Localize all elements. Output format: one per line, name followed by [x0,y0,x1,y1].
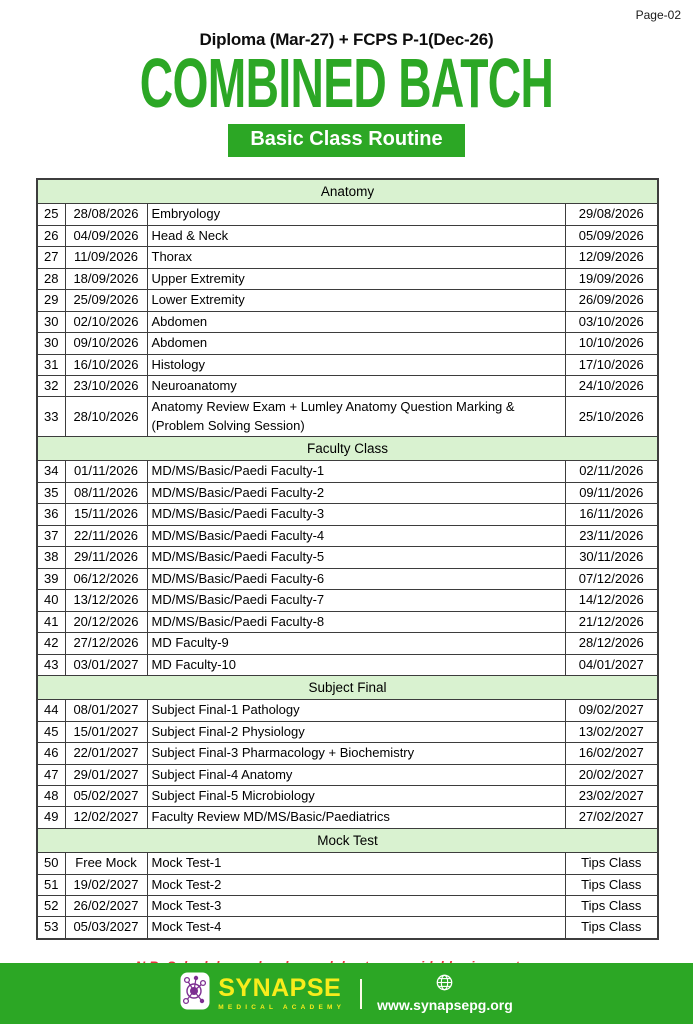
table-row [37,743,658,764]
brand-name: SYNAPSE [218,974,342,1002]
end-date-cell: Tips Class [565,853,658,874]
subject-cell: Histology [147,354,565,375]
table-row [37,375,658,396]
serial-cell: 36 [37,504,65,525]
serial-cell: 41 [37,611,65,632]
serial-cell: 51 [37,874,65,895]
start-date-cell: Free Mock [65,853,147,874]
end-date-cell: 10/10/2026 [565,333,658,354]
subject-cell: Subject Final-4 Anatomy [147,764,565,785]
subject-cell: MD/MS/Basic/Paedi Faculty-4 [147,525,565,546]
subject-cell: MD/MS/Basic/Paedi Faculty-6 [147,568,565,589]
start-date-cell: 03/01/2027 [65,654,147,675]
start-date-cell: 28/08/2026 [65,204,147,225]
table-row [37,482,658,503]
table-row [37,525,658,546]
section-title: Subject Final [37,676,658,700]
end-date-cell: 29/08/2026 [565,204,658,225]
end-date-cell: 24/10/2026 [565,375,658,396]
subject-cell: Subject Final-3 Pharmacology + Biochemistry [147,743,565,764]
synapse-logo-icon [180,972,210,1015]
start-date-cell: 02/10/2026 [65,311,147,332]
serial-cell: 42 [37,633,65,654]
footer-divider [360,979,362,1009]
brand-logo [180,972,345,1015]
end-date-cell: 25/10/2026 [565,397,658,437]
subject-cell: Upper Extremity [147,268,565,289]
end-date-cell: 16/11/2026 [565,504,658,525]
end-date-cell: 28/12/2026 [565,633,658,654]
end-date-cell: 02/11/2026 [565,461,658,482]
end-date-cell: 09/11/2026 [565,482,658,503]
start-date-cell: 22/11/2026 [65,525,147,546]
start-date-cell: 26/02/2027 [65,895,147,916]
start-date-cell: 23/10/2026 [65,375,147,396]
end-date-cell: 20/02/2027 [565,764,658,785]
end-date-cell: 14/12/2026 [565,590,658,611]
start-date-cell: 19/02/2027 [65,874,147,895]
serial-cell: 50 [37,853,65,874]
end-date-cell: 17/10/2026 [565,354,658,375]
serial-cell: 38 [37,547,65,568]
table-row [37,397,658,437]
section-header-faculty-class [37,437,658,461]
end-date-cell: Tips Class [565,917,658,939]
start-date-cell: 18/09/2026 [65,268,147,289]
table-row [37,874,658,895]
serial-cell: 52 [37,895,65,916]
table-row [37,611,658,632]
subject-cell: Mock Test-4 [147,917,565,939]
start-date-cell: 28/10/2026 [65,397,147,437]
subject-cell: MD Faculty-9 [147,633,565,654]
table-row [37,807,658,828]
section-title: Mock Test [37,828,658,852]
serial-cell: 47 [37,764,65,785]
table-row [37,785,658,806]
table-row [37,290,658,311]
serial-cell: 26 [37,225,65,246]
subject-cell: Mock Test-2 [147,874,565,895]
section-header-anatomy [37,179,658,204]
subject-cell: Mock Test-3 [147,895,565,916]
end-date-cell: 05/09/2026 [565,225,658,246]
section-title: Faculty Class [37,437,658,461]
start-date-cell: 15/01/2027 [65,721,147,742]
table-row [37,590,658,611]
end-date-cell: 03/10/2026 [565,311,658,332]
table-row [37,633,658,654]
start-date-cell: 04/09/2026 [65,225,147,246]
start-date-cell: 05/02/2027 [65,785,147,806]
end-date-cell: 27/02/2027 [565,807,658,828]
brand-text [218,976,345,1011]
start-date-cell: 22/01/2027 [65,743,147,764]
serial-cell: 40 [37,590,65,611]
start-date-cell: 25/09/2026 [65,290,147,311]
end-date-cell: 16/02/2027 [565,743,658,764]
start-date-cell: 29/11/2026 [65,547,147,568]
start-date-cell: 27/12/2026 [65,633,147,654]
table-row [37,204,658,225]
table-row [37,225,658,246]
start-date-cell: 08/01/2027 [65,700,147,721]
start-date-cell: 01/11/2026 [65,461,147,482]
subject-cell: Subject Final-1 Pathology [147,700,565,721]
routine-badge: Basic Class Routine [228,124,464,157]
start-date-cell: 16/10/2026 [65,354,147,375]
start-date-cell: 06/12/2026 [65,568,147,589]
subject-cell: MD/MS/Basic/Paedi Faculty-3 [147,504,565,525]
end-date-cell: 13/02/2027 [565,721,658,742]
table-row [37,654,658,675]
table-row [37,895,658,916]
subject-cell: Thorax [147,247,565,268]
batch-subtitle: Diploma (Mar-27) + FCPS P-1(Dec-26) [199,30,494,49]
serial-cell: 44 [37,700,65,721]
website-group [377,974,513,1013]
subject-cell: Subject Final-5 Microbiology [147,785,565,806]
subject-cell: Faculty Review MD/MS/Basic/Paediatrics [147,807,565,828]
serial-cell: 39 [37,568,65,589]
serial-cell: 37 [37,525,65,546]
routine-table-body [37,179,658,939]
serial-cell: 33 [37,397,65,437]
subject-cell: Subject Final-2 Physiology [147,721,565,742]
start-date-cell: 11/09/2026 [65,247,147,268]
page-header [0,0,693,157]
start-date-cell: 05/03/2027 [65,917,147,939]
table-row [37,547,658,568]
serial-cell: 28 [37,268,65,289]
table-row [37,568,658,589]
start-date-cell: 08/11/2026 [65,482,147,503]
subject-cell: Mock Test-1 [147,853,565,874]
serial-cell: 35 [37,482,65,503]
serial-cell: 27 [37,247,65,268]
subject-cell: Embryology [147,204,565,225]
table-row [37,917,658,939]
serial-cell: 29 [37,290,65,311]
section-title: Anatomy [37,179,658,204]
serial-cell: 30 [37,333,65,354]
end-date-cell: 19/09/2026 [565,268,658,289]
subject-cell: MD/MS/Basic/Paedi Faculty-7 [147,590,565,611]
start-date-cell: 20/12/2026 [65,611,147,632]
end-date-cell: 23/11/2026 [565,525,658,546]
table-row [37,764,658,785]
end-date-cell: Tips Class [565,895,658,916]
table-row [37,333,658,354]
section-header-subject-final [37,676,658,700]
end-date-cell: 23/02/2027 [565,785,658,806]
end-date-cell: 09/02/2027 [565,700,658,721]
subject-cell: Lower Extremity [147,290,565,311]
subject-cell: MD/MS/Basic/Paedi Faculty-5 [147,547,565,568]
routine-table [36,178,659,940]
start-date-cell: 09/10/2026 [65,333,147,354]
serial-cell: 49 [37,807,65,828]
brand-tagline: MEDICAL ACADEMY [218,1004,346,1011]
start-date-cell: 29/01/2027 [65,764,147,785]
serial-cell: 43 [37,654,65,675]
table-row [37,853,658,874]
table-row [37,504,658,525]
globe-icon [436,974,453,996]
subject-cell: MD/MS/Basic/Paedi Faculty-1 [147,461,565,482]
end-date-cell: 07/12/2026 [565,568,658,589]
table-row [37,700,658,721]
website-url: www.synapsepg.org [377,997,513,1013]
end-date-cell: Tips Class [565,874,658,895]
table-row [37,461,658,482]
table-row [37,311,658,332]
subject-cell: Anatomy Review Exam + Lumley Anatomy Question Marking & (Problem Solving Session) [147,397,565,437]
table-row [37,354,658,375]
serial-cell: 46 [37,743,65,764]
serial-cell: 53 [37,917,65,939]
start-date-cell: 15/11/2026 [65,504,147,525]
subject-cell: MD Faculty-10 [147,654,565,675]
page-title: COMBINED BATCH [139,44,554,122]
serial-cell: 45 [37,721,65,742]
table-row [37,721,658,742]
serial-cell: 25 [37,204,65,225]
end-date-cell: 30/11/2026 [565,547,658,568]
footer-bar [0,963,693,1024]
subject-cell: Neuroanatomy [147,375,565,396]
table-row [37,268,658,289]
start-date-cell: 13/12/2026 [65,590,147,611]
table-row [37,247,658,268]
subject-cell: Abdomen [147,311,565,332]
subject-cell: Abdomen [147,333,565,354]
serial-cell: 31 [37,354,65,375]
end-date-cell: 21/12/2026 [565,611,658,632]
subject-cell: Head & Neck [147,225,565,246]
serial-cell: 30 [37,311,65,332]
serial-cell: 34 [37,461,65,482]
section-header-mock-test [37,828,658,852]
end-date-cell: 04/01/2027 [565,654,658,675]
subject-cell: MD/MS/Basic/Paedi Faculty-8 [147,611,565,632]
end-date-cell: 26/09/2026 [565,290,658,311]
subject-cell: MD/MS/Basic/Paedi Faculty-2 [147,482,565,503]
serial-cell: 48 [37,785,65,806]
start-date-cell: 12/02/2027 [65,807,147,828]
page-number: Page-02 [635,8,681,22]
end-date-cell: 12/09/2026 [565,247,658,268]
serial-cell: 32 [37,375,65,396]
